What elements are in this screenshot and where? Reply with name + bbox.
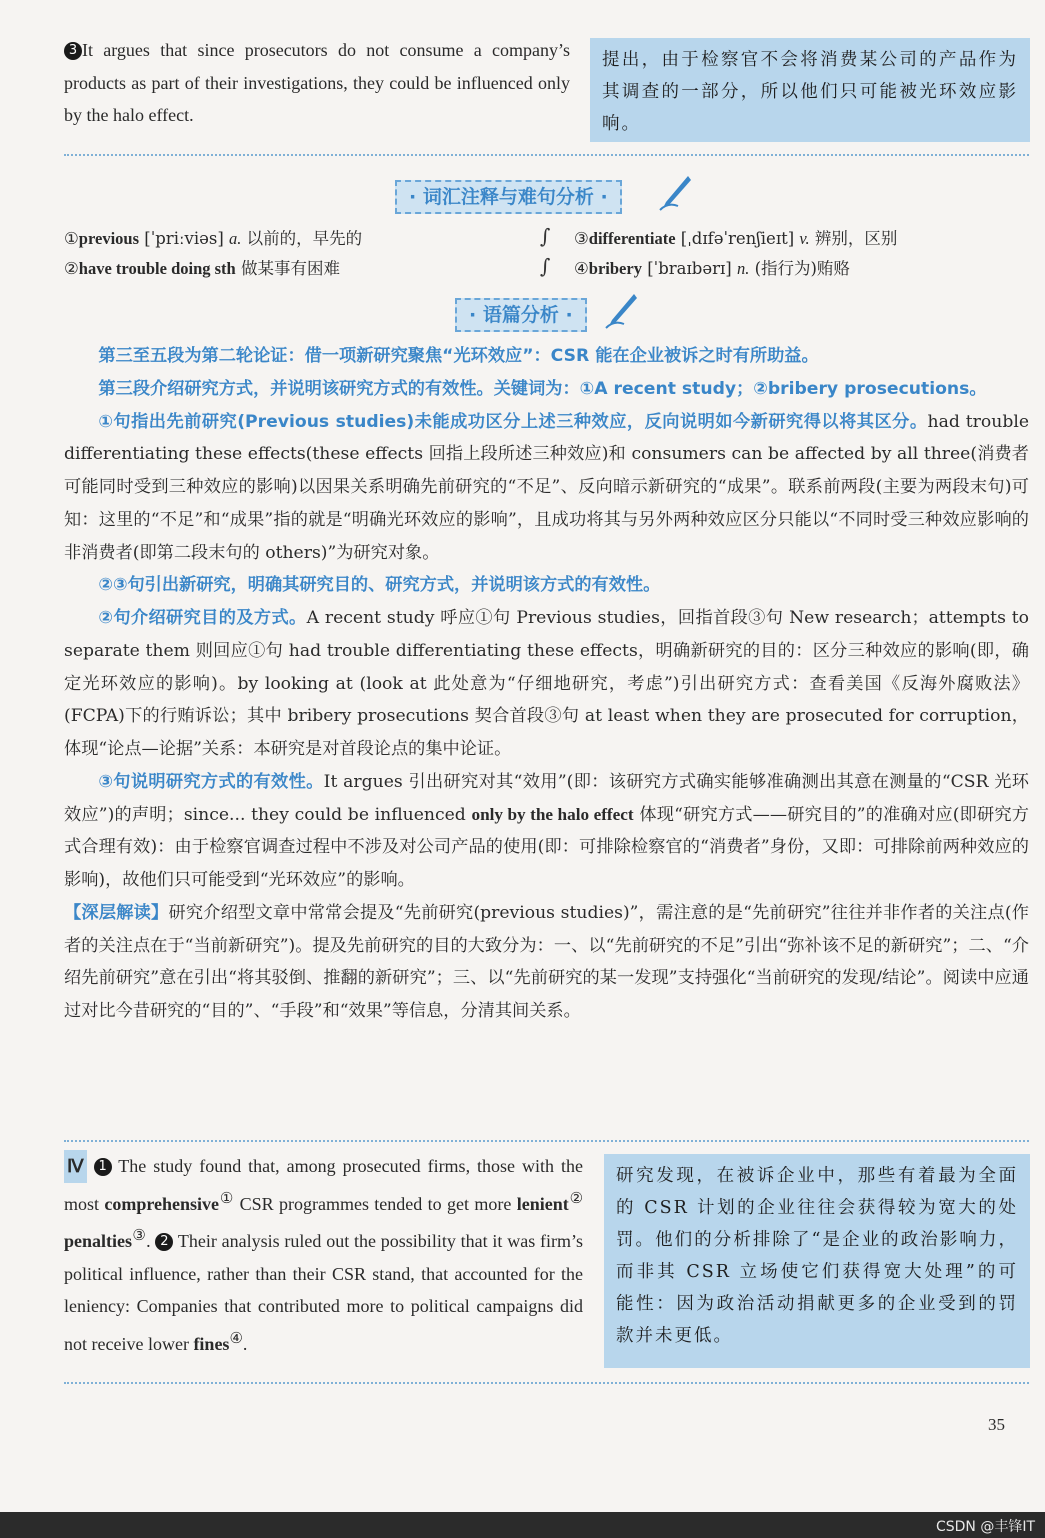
keyword: lenient: [516, 1193, 569, 1214]
keyword: fines: [193, 1333, 230, 1354]
vocab-banner-label: · 词汇注释与难句分析 ·: [409, 186, 608, 208]
analysis-p4: ②③句引出新研究，明确其研究目的、研究方式，并说明该方式的有效性。: [98, 575, 661, 596]
analysis-p6-text-c: 体现“研究方式——研究目的”的准确对应(即研究方式合理有效)：由于检察官调查过程中不涉及对公司产品的使用(即：可排除检察官的“消费者”身份，又即：可排除前两种效应的影响)，故他们只可能受到“光环效应”的影响。: [64, 804, 1029, 890]
top-translation-box: [590, 38, 1030, 142]
vocab-phonetic: [ˈbraɪbərɪ]: [647, 259, 732, 278]
paragraph-4: Ⅳ 1 The study found that, among prosecuted firms, those with the most comprehensive① CSR programmes tended to get more lenient② penalties③. 2 Their analysis ruled out the possibility that it was firm’s political influence, rather than their CSR stand, that accounted for the leniency: Companies that contributed more to political campaigns did not receive lower fines④.: [64, 1150, 583, 1361]
vocab-item-1: [64, 224, 362, 254]
vocab-phonetic: [ˈpriːviəs]: [144, 229, 224, 248]
vocab-word: have trouble doing sth: [78, 259, 236, 278]
vocab-item-2: [64, 254, 340, 284]
top-paragraph: [64, 34, 570, 132]
keyword: penalties: [64, 1231, 133, 1252]
sentence-text: CSR programmes tended to get more: [239, 1193, 512, 1214]
pen-icon: [658, 172, 694, 212]
analysis-banner: [455, 298, 587, 332]
sentence-number: 3: [64, 42, 82, 60]
vocab-phonetic: [ˌdɪfəˈrenʃieɪt]: [680, 229, 795, 248]
page-number: 35: [988, 1415, 1005, 1434]
vocab-word: bribery: [588, 259, 642, 278]
sentence-text: Their analysis ruled out the possibility that it was firm’s political influence, rather than their CSR stand, that accounted for the leniency: Companies that contributed more to political campaigns did not receive lower: [64, 1231, 583, 1354]
analysis-p6-text-a: It argues 引出研究对其“效用”(即：该研究方式确实能够准确测出其意在测量的“CSR 光环效应”)的声明；since... they could be influenced: [64, 771, 1029, 825]
vocab-num: ②: [64, 259, 79, 278]
top-paragraph-text: It argues that since prosecutors do not consume a company’s products as part of their investigations, they could be influenced only by the halo effect.: [64, 40, 570, 126]
wave-divider: ∫: [540, 254, 551, 278]
bottom-translation-text: 研究发现，在被诉企业中，那些有着最为全面的 CSR 计划的企业往往会获得较为宽大的处罚。他们的分析排除了“是企业的政治影响力，而非其 CSR 立场使它们获得宽大处理”的可能性：因为政治活动捐献更多的企业受到的罚款并未更低。: [616, 1166, 1018, 1346]
pen-icon: [604, 290, 640, 330]
footnote-mark: ④: [229, 1330, 243, 1347]
analysis-p3-highlight: ①句指出先前研究(Previous studies)未能成功区分上述三种效应，反向说明如今新研究得以将其区分。: [98, 411, 928, 432]
keyword: comprehensive: [104, 1193, 220, 1214]
vocab-item-4: [574, 254, 850, 284]
sentence-text: The study found that, among prosecuted firms, those with the most: [64, 1156, 583, 1214]
divider: [64, 154, 1029, 156]
footnote-mark: ①: [219, 1190, 235, 1207]
footnote-mark: ②: [568, 1190, 584, 1207]
analysis-p5-highlight: ②句介绍研究目的及方式。: [98, 608, 307, 628]
vocab-meaning: 做某事有困难: [240, 259, 340, 278]
vocab-meaning: (指行为)贿赂: [754, 259, 850, 278]
vocab-num: ④: [574, 259, 589, 278]
vocab-num: ①: [64, 229, 79, 248]
vocab-pos: v.: [799, 229, 810, 248]
analysis-p7-text: 研究介绍型文章中常常会提及“先前研究(previous studies)”，需注意的是“先前研究”往往并非作者的关注点(作者的关注点在于“当前新研究”)。提及先前研究的目的大致分为：一、以“先前研究的不足”引出“弥补该不足的新研究”；二、“介绍先前研究”意在引出“将其驳倒、推翻的新研究”；三、以“先前研究的某一发现”支持强化“当前研究的发现/结论”。阅读中应通过对比今昔研究的“目的”、“手段”和“效果”等信息，分清其间关系。: [64, 902, 1029, 1021]
footer-bar: [0, 1512, 1045, 1538]
vocab-meaning: 辨别，区别: [814, 229, 898, 248]
analysis-p3-text: had trouble differentiating these effects(these effects 回指上段所述三种效应)和 consumers can be affected by all three(消费者可能同时受到三种效应的影响)以因果关系明确先前研究的“不足”、反向暗示新研究的“成果”。联系前两段(主要为两段末句)可知：这里的“不足”和“成果”指的就是“明确光环效应的影响”，且成功将其与另外两种效应区分只能以“不同时受三种效应影响的非消费者(即第二段末句的 others)”为研究对象。: [64, 411, 1029, 563]
vocab-word: previous: [78, 229, 140, 248]
divider: [64, 1140, 1029, 1142]
deep-reading-tag: 【深层解读】: [64, 902, 169, 923]
wave-divider: ∫: [540, 224, 551, 248]
footnote-mark: ③: [132, 1228, 147, 1245]
paragraph-number: Ⅳ: [64, 1150, 87, 1183]
vocab-meaning: 以前的，早先的: [246, 229, 363, 248]
bottom-translation-box: [604, 1154, 1030, 1368]
analysis-p6-highlight: ③句说明研究方式的有效性。: [98, 771, 324, 792]
vocab-banner: [395, 180, 622, 214]
vocab-pos: a.: [229, 229, 242, 248]
analysis-p7: [64, 897, 1029, 1028]
analysis-banner-label: · 语篇分析 ·: [469, 304, 573, 326]
analysis-p3: [64, 406, 1029, 570]
analysis-p5: [64, 602, 1029, 766]
sentence-number: 2: [155, 1233, 173, 1251]
analysis-p6-bold: only by the halo effect: [471, 804, 634, 824]
top-translation-text: 提出，由于检察官不会将消费某公司的产品作为其调查的一部分，所以他们只可能被光环效应影响。: [602, 50, 1018, 134]
analysis-p2: 第三段介绍研究方式，并说明该研究方式的有效性。关键词为：①A recent study；②bribery prosecutions。: [98, 378, 987, 399]
analysis-p6: [64, 766, 1029, 897]
watermark: CSDN @丰锋IT: [935, 1519, 1035, 1535]
sentence-number: 1: [94, 1158, 112, 1176]
vocab-word: differentiate: [588, 229, 676, 248]
vocab-pos: n.: [736, 259, 750, 278]
analysis-body: [64, 340, 1029, 1028]
analysis-p5-text: A recent study 呼应①句 Previous studies，回指首段③句 New research；attempts to separate them 则回应①句 had trouble differentiating these effects，明确新研究的目的：区分三种效应的影响(即，确定光环效应的影响)。by looking at (look at 此处意为“仔细地研究，考虑”)引出研究方式：查看美国《反海外腐败法》(FCPA)下的行贿诉讼；其中 bribery prosecutions 契合首段③句 at least when they are prosecuted for corruption，体现“论点—论据”关系：本研究是对首段论点的集中论证。: [64, 608, 1030, 759]
vocab-num: ③: [574, 229, 589, 248]
vocab-item-3: [574, 224, 897, 254]
divider: [64, 1382, 1029, 1384]
analysis-p1: 第三至五段为第二轮论证：借一项新研究聚焦“光环效应”：CSR 能在企业被诉之时有所助益。: [98, 346, 819, 366]
